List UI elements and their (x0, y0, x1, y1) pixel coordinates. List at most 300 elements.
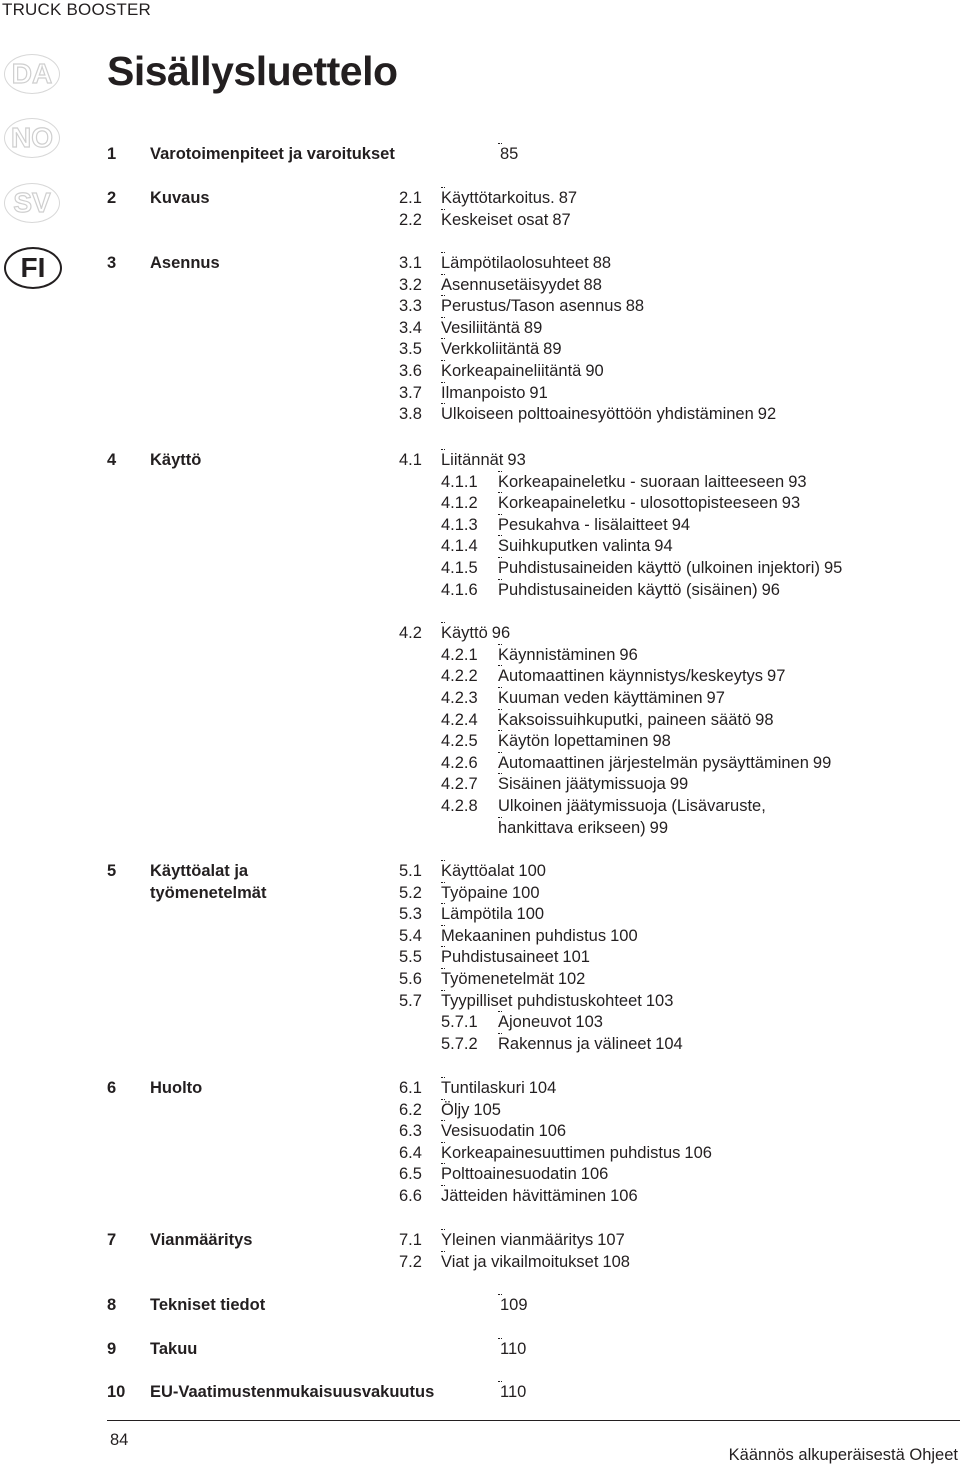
page-number: 104 (655, 1034, 683, 1053)
header-title: TRUCK BOOSTER (2, 0, 152, 19)
dot-leader (498, 687, 502, 688)
page-number: 93 (788, 472, 807, 491)
dot-leader (441, 187, 445, 188)
toc-entry[interactable] (0, 143, 960, 165)
toc-entry[interactable] (0, 557, 960, 579)
dot-leader (441, 274, 445, 275)
page-number: 100 (516, 905, 545, 924)
section-title: Asennusetäisyydet (441, 275, 580, 294)
dot-leader (441, 860, 445, 861)
section-title: Kuuman veden käyttäminen (498, 689, 703, 707)
section-number: 4.1.4 (441, 537, 478, 556)
toc-entry[interactable] (0, 274, 960, 296)
section-number: 4.2.2 (441, 667, 478, 686)
dot-leader (498, 665, 502, 666)
dot-leader (441, 1077, 445, 1078)
chapter-title: Varotoimenpiteet ja varoitukset (150, 145, 395, 163)
dot-leader-line (441, 860, 960, 882)
chapter-number: 5 (107, 862, 117, 880)
dot-leader (441, 1163, 445, 1164)
dot-leader (441, 1120, 445, 1121)
page-title: Sisällysluettelo (107, 48, 398, 94)
toc-entry[interactable] (0, 1163, 960, 1185)
dot-leader-line (441, 1185, 960, 1207)
dot-leader-line (441, 187, 960, 209)
chapter-number: 6 (107, 1079, 117, 1097)
chapter-title-cont: työmenetelmät (150, 883, 267, 902)
chapter-number: 9 (107, 1340, 117, 1358)
page-number: 99 (812, 753, 832, 772)
page-number: 97 (767, 667, 786, 686)
section-title: Kaksoissuihkuputki, paineen säätö (498, 710, 752, 729)
toc-entry[interactable] (0, 795, 960, 817)
section-title: Tuntilaskuri (441, 1079, 525, 1097)
dot-leader (441, 968, 445, 969)
toc-entry[interactable] (0, 535, 960, 557)
dot-leader-line (498, 644, 960, 666)
section-number: 3.8 (399, 405, 422, 424)
toc-entry[interactable] (0, 252, 960, 274)
dot-leader (498, 730, 502, 731)
section-number: 3.3 (399, 297, 422, 316)
dot-leader-line (441, 622, 960, 644)
section-number: 4.2.8 (441, 797, 478, 815)
page-number: 101 (562, 948, 590, 967)
dot-leader-line (498, 1011, 960, 1033)
dot-leader-line (441, 209, 960, 231)
page-number: 105 (473, 1100, 501, 1119)
section-title: Sisäinen jäätymissuoja (498, 775, 666, 794)
section-number: 4.1.2 (441, 494, 478, 513)
chapter-title: EU-Vaatimustenmukaisuusvakuutus (150, 1383, 435, 1401)
dot-leader (498, 644, 502, 645)
toc-entry[interactable] (0, 1120, 960, 1142)
section-title: Pesukahva - lisälaitteet (498, 515, 668, 534)
dot-leader-line (441, 1142, 960, 1164)
dot-leader-line (498, 471, 960, 493)
toc-entry[interactable] (0, 382, 960, 404)
toc-entry[interactable] (0, 665, 960, 687)
dot-leader (441, 338, 445, 339)
language-code: SV (13, 187, 51, 218)
section-title: Käyttö (441, 624, 488, 643)
footer-page-number: 84 (110, 1431, 129, 1449)
section-title: Automaattinen käynnistys/keskeytys (498, 667, 764, 686)
toc-entry[interactable] (0, 295, 960, 317)
dot-leader-line (498, 730, 960, 752)
section-number: 5.3 (399, 905, 422, 924)
toc-entry[interactable] (0, 946, 960, 968)
page-number: 97 (706, 689, 725, 707)
dot-leader-line (498, 1381, 960, 1403)
chapter-title: Käyttöalat ja (150, 862, 249, 880)
section-title: Puhdistusaineiden käyttö (sisäinen) (498, 580, 758, 599)
dot-leader (441, 295, 445, 296)
language-code: DA (11, 58, 53, 89)
section-title: Lämpötilaolosuhteet (441, 254, 589, 272)
toc-entry[interactable] (0, 1011, 960, 1033)
chapter-title: Kuvaus (150, 189, 210, 207)
section-title: Käynnistäminen (498, 645, 616, 664)
dot-leader-line (441, 1251, 960, 1273)
dot-leader-line (498, 773, 960, 795)
section-title: Käytön lopettaminen (498, 732, 649, 751)
dot-leader (441, 1099, 445, 1100)
dot-leader (498, 143, 502, 144)
toc-entry[interactable] (0, 492, 960, 514)
dot-leader (441, 990, 445, 991)
section-title: Vesiliitäntä (441, 318, 520, 337)
dot-leader-line (441, 295, 960, 317)
page-number: 89 (523, 318, 543, 337)
dot-leader-line (441, 1229, 960, 1251)
dot-leader (498, 709, 502, 710)
page-number: 94 (671, 515, 691, 534)
dot-leader (498, 1381, 502, 1382)
page-number: 106 (580, 1165, 609, 1184)
toc-entry[interactable] (0, 1229, 960, 1251)
section-number: 4.1.1 (441, 472, 478, 491)
page-number: 88 (625, 297, 645, 316)
toc-entry[interactable] (0, 990, 960, 1012)
section-title: Puhdistusaineet (441, 948, 559, 967)
dot-leader-line (441, 946, 960, 968)
dot-leader-line (441, 338, 960, 360)
section-title: Lämpötila (441, 905, 513, 924)
dot-leader-line (441, 1120, 960, 1142)
chapter-title: Tekniset tiedot (150, 1296, 266, 1314)
dot-leader-line (441, 403, 960, 425)
section-number: 5.1 (399, 862, 422, 880)
section-title: Puhdistusaineiden käyttö (ulkoinen injektori) (498, 559, 820, 577)
section-number: 7.1 (399, 1231, 422, 1249)
section-number: 5.2 (399, 883, 422, 902)
dot-leader (498, 1338, 502, 1339)
dot-leader-line (441, 925, 960, 947)
dot-leader (441, 403, 445, 404)
dot-leader-line (498, 535, 960, 557)
dot-leader (441, 1251, 445, 1252)
dot-leader-line (441, 317, 960, 339)
toc-entry[interactable] (0, 1142, 960, 1164)
dot-leader (498, 557, 502, 558)
page-number: 100 (610, 926, 638, 945)
section-number: 3.1 (399, 254, 422, 272)
dot-leader-line (441, 882, 960, 904)
section-title: Tyypilliset puhdistuskohteet (441, 991, 642, 1010)
page-number: 96 (619, 645, 638, 664)
section-title: Suihkuputken valinta (498, 537, 651, 556)
section-title: Korkeapaineliitäntä (441, 362, 582, 380)
dot-leader (441, 1142, 445, 1143)
dot-leader-line (498, 514, 960, 536)
section-number: 5.7.1 (441, 1013, 478, 1032)
toc-entry[interactable] (0, 687, 960, 709)
page-number: 89 (543, 340, 562, 359)
page-number: 93 (507, 451, 526, 469)
section-number: 4.1 (399, 451, 422, 469)
dot-leader (498, 579, 502, 580)
page-number: 100 (511, 883, 540, 902)
page-number: 109 (500, 1296, 528, 1314)
section-title: Verkkoliitäntä (441, 340, 540, 359)
toc-entry[interactable] (0, 360, 960, 382)
page-number: 107 (597, 1231, 625, 1249)
chapter-number: 4 (107, 451, 117, 469)
section-number: 6.4 (399, 1143, 422, 1162)
dot-leader (441, 903, 445, 904)
toc-entry[interactable] (0, 860, 960, 882)
section-title: Työmenetelmät (441, 970, 554, 988)
toc-entry[interactable] (0, 1294, 960, 1316)
dot-leader (441, 882, 445, 883)
dot-leader-line (441, 1077, 960, 1099)
section-number: 4.2.1 (441, 645, 478, 664)
section-number: 6.5 (399, 1165, 422, 1184)
toc-entry[interactable] (0, 622, 960, 644)
dot-leader-line (441, 1163, 960, 1185)
section-number: 5.7 (399, 991, 422, 1010)
section-title: Polttoainesuodatin (441, 1165, 577, 1184)
toc-entry[interactable] (0, 1381, 960, 1403)
language-tab-da[interactable] (4, 54, 60, 94)
section-title: Ulkoiseen polttoainesyöttöön yhdistäminen (441, 405, 754, 424)
toc-entry[interactable] (0, 187, 960, 209)
section-number: 2.1 (399, 189, 422, 207)
page-number: 90 (585, 362, 604, 380)
section-title: Vesisuodatin (441, 1122, 535, 1141)
dot-leader (441, 449, 445, 450)
page-number: 96 (491, 624, 511, 643)
section-title: Käyttötarkoitus. (441, 189, 555, 207)
dot-leader-line (498, 1338, 960, 1360)
section-number: 3.6 (399, 362, 422, 380)
dot-leader (441, 382, 445, 383)
section-number: 6.1 (399, 1079, 422, 1097)
toc-entry[interactable] (0, 449, 960, 471)
dot-leader (441, 360, 445, 361)
section-title: Öljy (441, 1100, 470, 1119)
chapter-number: 8 (107, 1296, 117, 1314)
section-number: 4.2.3 (441, 689, 478, 707)
page-number: 106 (538, 1122, 567, 1141)
toc-entry[interactable] (0, 925, 960, 947)
chapter-number: 3 (107, 254, 117, 272)
dot-leader-line (441, 360, 960, 382)
dot-leader (498, 1011, 502, 1012)
page-number: 96 (761, 580, 780, 599)
section-number: 4.2 (399, 624, 422, 643)
dot-leader-line (498, 1294, 960, 1316)
dot-leader-line (441, 274, 960, 296)
dot-leader-line (498, 665, 960, 687)
section-number: 2.2 (399, 210, 422, 229)
toc-entry[interactable] (0, 1251, 960, 1273)
chapter-title: Takuu (150, 1340, 198, 1358)
page-number: 93 (781, 494, 801, 513)
dot-leader (441, 1229, 445, 1230)
chapter-number: 1 (107, 145, 117, 163)
toc-entry[interactable] (0, 471, 960, 493)
dot-leader-line (498, 492, 960, 514)
section-title: Yleinen vianmääritys (441, 1231, 594, 1249)
dot-leader-line (498, 579, 960, 601)
section-number: 3.7 (399, 383, 422, 402)
toc-entry[interactable] (0, 752, 960, 774)
dot-leader (441, 209, 445, 210)
section-title: Korkeapaineletku - suoraan laitteeseen (498, 472, 785, 491)
section-title-cont: hankittava erikseen) (498, 818, 646, 837)
dot-leader (441, 252, 445, 253)
page-number: 100 (518, 862, 546, 880)
dot-leader-line (498, 752, 960, 774)
language-code: FI (20, 252, 46, 283)
section-number: 5.7.2 (441, 1034, 478, 1053)
page-number: 85 (500, 145, 519, 163)
toc-entry[interactable] (0, 1033, 960, 1055)
chapter-title: Huolto (150, 1079, 203, 1097)
section-number: 7.2 (399, 1252, 422, 1271)
section-number: 6.3 (399, 1122, 422, 1141)
dot-leader (498, 1033, 502, 1034)
section-title: Ulkoinen jäätymissuoja (Lisävaruste, (498, 797, 766, 815)
dot-leader-line (441, 990, 960, 1012)
section-title: Keskeiset osat (441, 210, 549, 229)
section-number: 3.4 (399, 318, 422, 337)
page-number: 88 (583, 275, 602, 294)
chapter-number: 2 (107, 189, 117, 207)
toc-entry[interactable] (0, 209, 960, 231)
section-number: 3.2 (399, 275, 422, 294)
dot-leader (498, 1294, 502, 1295)
section-title: Viat ja vikailmoitukset (441, 1252, 599, 1271)
dot-leader-line (441, 252, 960, 274)
section-title: Ajoneuvot (498, 1013, 572, 1032)
page-number: 94 (654, 537, 673, 556)
dot-leader (441, 317, 445, 318)
page-number: 98 (755, 710, 774, 729)
section-title: Korkeapaineletku - ulosottopisteeseen (498, 494, 778, 513)
section-title: Rakennus ja välineet (498, 1034, 652, 1053)
section-number: 5.4 (399, 926, 422, 945)
section-title: Mekaaninen puhdistus (441, 926, 607, 945)
section-number: 6.2 (399, 1100, 422, 1119)
dot-leader-line (441, 968, 960, 990)
footer-divider (107, 1420, 960, 1421)
chapter-number: 10 (107, 1383, 126, 1401)
page-number: 103 (575, 1013, 603, 1032)
footer-note: Käännös alkuperäisestä Ohjeet (728, 1446, 958, 1464)
page-number: 95 (823, 559, 843, 577)
section-number: 4.1.3 (441, 515, 478, 534)
section-number: 5.6 (399, 970, 422, 988)
section-title: Käyttöalat (441, 862, 515, 880)
toc-entry[interactable] (0, 773, 960, 795)
page-number: 110 (500, 1340, 527, 1358)
dot-leader-line (498, 709, 960, 731)
dot-leader (498, 514, 502, 515)
toc-entry[interactable] (0, 968, 960, 990)
page-number: 103 (645, 991, 674, 1010)
language-code: NO (11, 122, 53, 153)
section-title: Korkeapainesuuttimen puhdistus (441, 1143, 681, 1162)
chapter-number: 7 (107, 1231, 117, 1249)
page-number: 110 (500, 1383, 527, 1401)
toc-entry[interactable] (0, 338, 960, 360)
page-number: 87 (552, 210, 571, 229)
section-number: 4.1.6 (441, 580, 478, 599)
toc-entry[interactable] (0, 730, 960, 752)
page-number: 92 (757, 405, 777, 424)
section-number: 4.2.4 (441, 710, 478, 729)
dot-leader-line (498, 817, 960, 839)
page-number: 104 (528, 1079, 557, 1097)
section-title: Jätteiden hävittäminen (441, 1187, 607, 1205)
dot-leader-line (441, 1099, 960, 1121)
section-number: 4.2.5 (441, 732, 478, 751)
section-title: Liitännät (441, 451, 504, 469)
dot-leader-line (441, 449, 960, 471)
dot-leader-line (498, 143, 960, 165)
page-number: 108 (602, 1252, 630, 1271)
page-number: 99 (649, 818, 669, 837)
dot-leader (441, 925, 445, 926)
toc-entry-continuation[interactable] (0, 817, 960, 839)
section-number: 4.2.7 (441, 775, 478, 794)
page-number: 88 (592, 254, 612, 272)
toc-entry[interactable] (0, 514, 960, 536)
toc-entry[interactable] (0, 579, 960, 601)
page-number: 102 (557, 970, 586, 988)
dot-leader-line (498, 1033, 960, 1055)
dot-leader (498, 817, 502, 818)
dot-leader-line (498, 687, 960, 709)
toc-entry[interactable] (0, 644, 960, 666)
section-title: Perustus/Tason asennus (441, 297, 622, 316)
section-title: Ilmanpoisto (441, 383, 526, 402)
section-number: 3.5 (399, 340, 422, 359)
dot-leader (498, 773, 502, 774)
chapter-title: Vianmääritys (150, 1231, 253, 1249)
toc-entry[interactable] (0, 317, 960, 339)
page-number: 91 (529, 383, 548, 402)
chapter-title: Asennus (150, 254, 220, 272)
dot-leader-line (441, 903, 960, 925)
dot-leader (441, 1185, 445, 1186)
page-number: 98 (652, 732, 671, 751)
toc-entry[interactable] (0, 1338, 960, 1360)
dot-leader (498, 752, 502, 753)
dot-leader (441, 622, 445, 623)
dot-leader-line (441, 382, 960, 404)
page-number: 87 (558, 189, 578, 207)
toc-entry[interactable] (0, 882, 960, 904)
toc-entry[interactable] (0, 1185, 960, 1207)
toc-entry[interactable] (0, 1099, 960, 1121)
section-title: Automaattinen järjestelmän pysäyttäminen (498, 753, 809, 772)
toc-entry[interactable] (0, 903, 960, 925)
page-number: 106 (684, 1143, 712, 1162)
toc-entry[interactable] (0, 403, 960, 425)
section-title: Työpaine (441, 883, 508, 902)
toc-entry[interactable] (0, 1077, 960, 1099)
section-number: 4.1.5 (441, 559, 478, 577)
dot-leader-line (498, 557, 960, 579)
dot-leader (498, 492, 502, 493)
toc-entry[interactable] (0, 709, 960, 731)
dot-leader (441, 946, 445, 947)
chapter-title: Käyttö (150, 451, 202, 469)
